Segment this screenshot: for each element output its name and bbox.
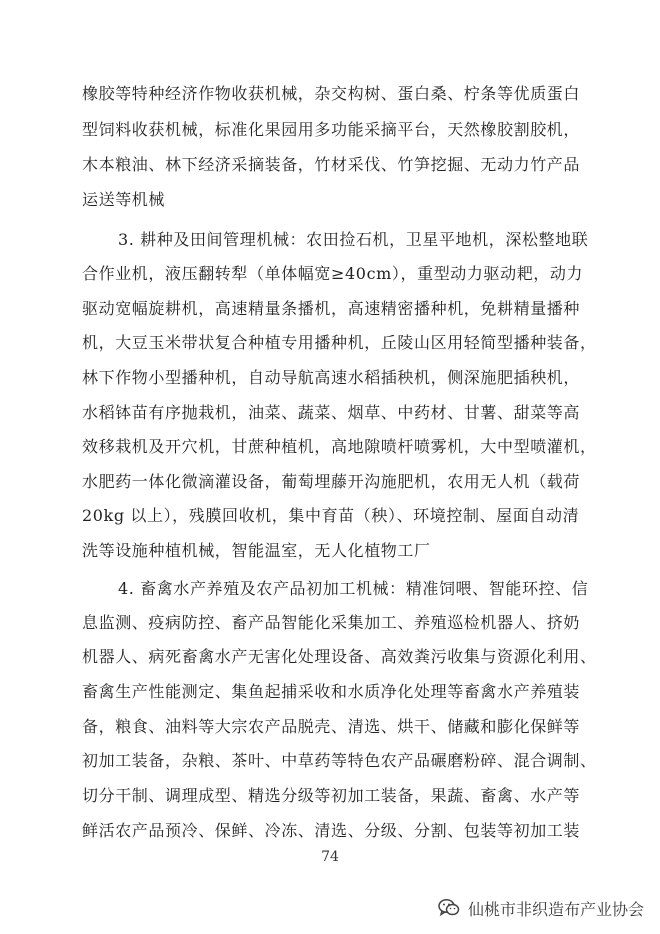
text-line: 林下作物小型播种机，自动导航高速水稻插秧机，侧深施肥插秧机，: [82, 368, 581, 387]
text-line: 机器人、病死畜禽水产无害化处理设备、高效粪污收集与资源化利用、: [82, 647, 597, 666]
text-line: 水肥药一体化微滴灌设备，葡萄埋藤开沟施肥机，农用无人机（载荷: [82, 472, 581, 491]
text-line: 水稻钵苗有序抛栽机，油菜、蔬菜、烟草、中药材、甘薯、甜菜等高: [82, 403, 581, 422]
text-line: 息监测、疫病防控、畜产品智能化采集加工、养殖巡检机器人、挤奶: [82, 613, 581, 632]
text-line: 20kg 以上），残膜回收机，集中育苗（秧）、环境控制、屋面自动清: [82, 506, 580, 525]
text-line: 橡胶等特种经济作物收获机械，杂交构树、蛋白桑、柠条等优质蛋白: [82, 84, 581, 103]
page-number: 74: [321, 849, 339, 865]
text-line: 合作业机，液压翻转犁（单体幅宽≥40cm），重型动力驱动耙，动力: [82, 264, 584, 283]
text-line: 型饲料收获机械，标准化果园用多功能采摘平台，天然橡胶割胶机，: [82, 120, 581, 139]
text-line: 机，大豆玉米带状复合种植专用播种机，丘陵山区用轻简型播种装备，: [82, 333, 597, 352]
wechat-icon: [438, 898, 460, 918]
text-line: 效移栽机及开穴机，甘蔗种植机，高地隙喷杆喷雾机，大中型喷灌机，: [82, 437, 597, 456]
text-line: 备，粮食、油料等大宗农产品脱壳、清选、烘干、储藏和膨化保鲜等: [82, 717, 581, 736]
text-line: 驱动宽幅旋耕机，高速精量条播机，高速精密播种机，免耕精量播种: [82, 299, 581, 318]
text-line: 运送等机械: [82, 190, 166, 209]
text-line: 洗等设施种植机械，智能温室，无人化植物工厂: [82, 541, 431, 560]
paragraph-3-first-line: 3. 耕种及田间管理机械：农田捡石机，卫星平地机，深松整地联: [118, 230, 589, 249]
watermark-text: 仙桃市非织造布产业协会: [467, 899, 644, 919]
text-line: 鲜活农产品预冷、保鲜、冷冻、清选、分级、分割、包装等初加工装: [82, 821, 581, 840]
watermark: [438, 892, 644, 924]
text-line: 木本粮油、林下经济采摘装备，竹材采伐、竹笋挖掘、无动力竹产品: [82, 155, 581, 174]
text-line: 切分干制、调理成型、精选分级等初加工装备，果蔬、畜禽、水产等: [82, 786, 581, 805]
text-line: 初加工装备，杂粮、茶叶、中草药等特色农产品碾磨粉碎、混合调制、: [82, 751, 597, 770]
paragraph-4-first-line: 4. 畜禽水产养殖及农产品初加工机械：精准饲喂、智能环控、信: [118, 579, 589, 598]
text-line: 畜禽生产性能测定、集鱼起捕采收和水质净化处理等畜禽水产养殖装: [82, 682, 581, 701]
